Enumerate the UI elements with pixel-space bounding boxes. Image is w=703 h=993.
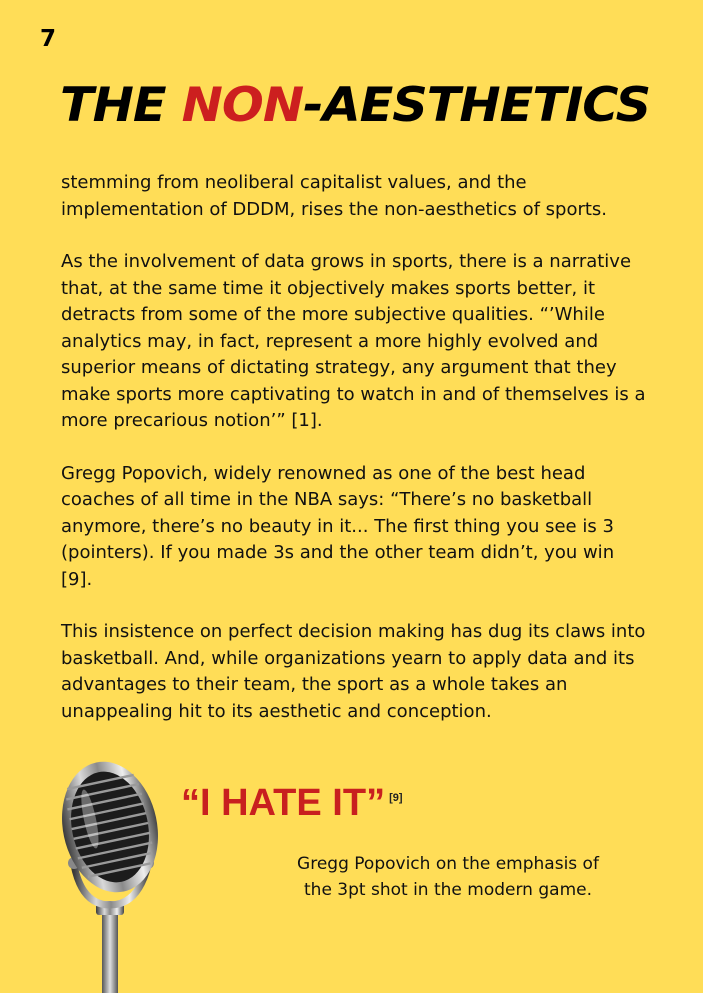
title-accent: NON xyxy=(181,78,304,133)
pull-quote xyxy=(181,782,403,825)
title-part-1: THE xyxy=(60,78,182,133)
paragraph-4: This insistence on perfect decision making has dug its claws into basketball. And, while organizations yearn to apply data and its advantages to their team, the sport as a whole takes an unappealing hit to its aesthetic and conception. xyxy=(61,621,646,722)
page-title xyxy=(60,78,650,133)
article-body xyxy=(61,170,646,751)
microphone-icon xyxy=(52,755,172,993)
paragraph-1: stemming from neoliberal capitalist values, and the implementation of DDDM, rises the non-aesthetics of sports. xyxy=(61,172,608,220)
caption-line-2: the 3pt shot in the modern game. xyxy=(304,880,592,900)
quote-caption xyxy=(270,851,626,903)
page-number: 7 xyxy=(40,26,57,52)
caption-line-1: Gregg Popovich on the emphasis of xyxy=(297,854,599,874)
paragraph-3: Gregg Popovich, widely renowned as one of the best head coaches of all time in the NBA says: “There’s no basketball anymore, there’s no beauty in it... The first thing you see is 3 (pointers). If you made 3s and the other team didn’t, you win [9]. xyxy=(61,462,615,590)
pull-quote-text: “I HATE IT” xyxy=(181,782,386,824)
pull-quote-reference: [9] xyxy=(389,792,403,804)
title-part-3: -AESTHETICS xyxy=(303,78,651,133)
paragraph-2: As the involvement of data grows in sports, there is a narrative that, at the same time it objectively makes sports better, it detracts from some of the more subjective qualities. “’While analytics may, in fact, represent a more highly evolved and superior means of dictating strategy, any argument that they make sports more captivating to watch in and of themselves is a more precarious notion’” [1]. xyxy=(61,251,646,431)
